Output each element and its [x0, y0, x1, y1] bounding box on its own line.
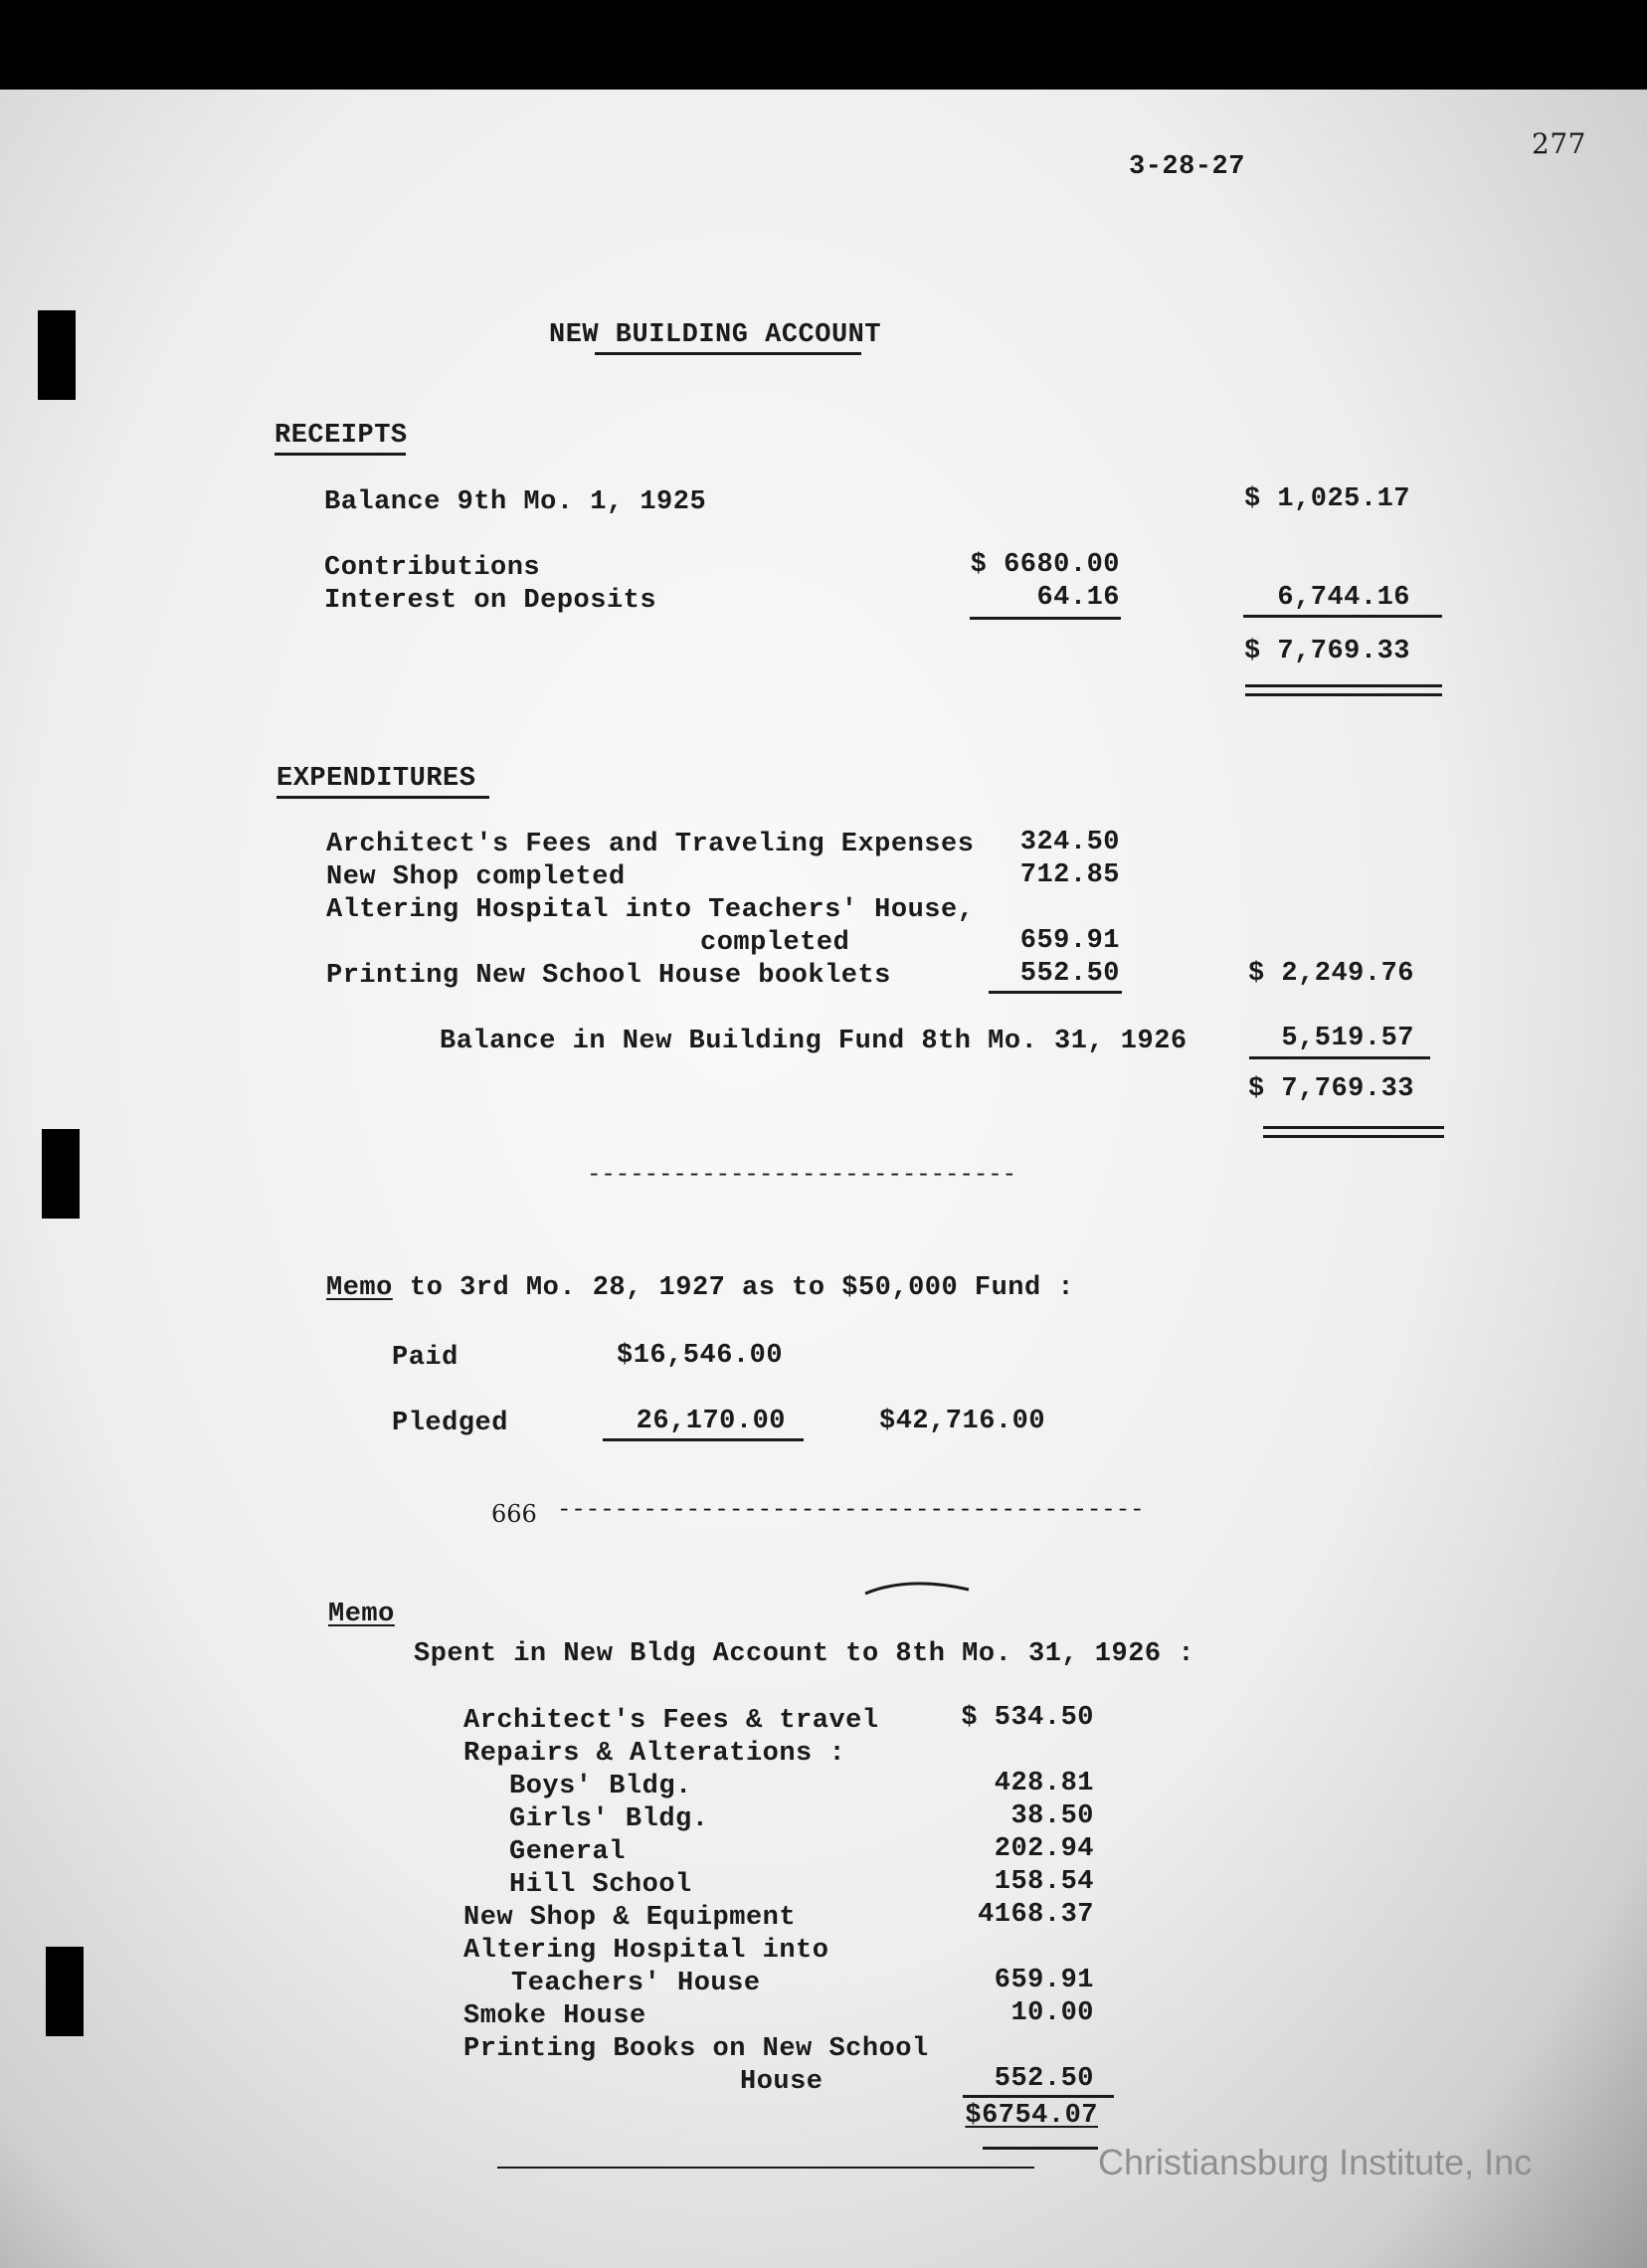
- title-underline: [595, 352, 861, 355]
- memo-item-label: Altering Hospital into: [463, 1936, 829, 1966]
- memo-fund-label: Memo: [326, 1273, 393, 1303]
- expenditure-value: 552.50: [1019, 959, 1120, 989]
- expenditures-items-rule: [989, 991, 1122, 994]
- memo-fund-text: to 3rd Mo. 28, 1927 as to $50,000 Fund :: [410, 1273, 1075, 1303]
- expenditure-value: 659.91: [1019, 926, 1120, 956]
- expenditures-subtotal: $ 2,249.76: [1247, 959, 1414, 989]
- receipts-subtotal-rule: [1243, 615, 1442, 618]
- expenditure-value: 324.50: [1019, 828, 1120, 857]
- receipts-balance-value: $ 1,025.17: [1243, 484, 1410, 514]
- expenditures-total: $ 7,769.33: [1247, 1074, 1414, 1104]
- receipts-interest-label: Interest on Deposits: [324, 586, 657, 616]
- expenditures-total-double-rule-2: [1263, 1135, 1444, 1138]
- receipts-interest-value: 64.16: [1036, 583, 1120, 613]
- memo-pledged-rule: [603, 1438, 804, 1441]
- memo-fund-total: $42,716.00: [879, 1407, 1046, 1436]
- document-date: 3-28-27: [1129, 152, 1245, 182]
- receipts-total-double-rule-2: [1245, 693, 1442, 696]
- memo-item-value: 659.91: [994, 1966, 1094, 1995]
- memo-item-value: 552.50: [994, 2064, 1094, 2094]
- memo-paid-value: $16,546.00: [617, 1341, 784, 1371]
- fund-balance-rule: [1249, 1056, 1430, 1059]
- expenditure-label: Architect's Fees and Traveling Expenses: [326, 830, 975, 859]
- expenditures-total-double-rule-1: [1263, 1126, 1444, 1129]
- memo-spent-label: Memo: [328, 1600, 395, 1629]
- expenditure-label: Altering Hospital into Teachers' House,: [326, 895, 975, 925]
- receipts-subtotal: 6,744.16: [1277, 583, 1410, 613]
- memo-pledged-value: 26,170.00: [636, 1407, 786, 1436]
- memo-item-label: Printing Books on New School: [463, 2034, 929, 2064]
- fund-balance-label: Balance in New Building Fund 8th Mo. 31, 1926: [440, 1027, 1188, 1056]
- memo-item-label: Repairs & Alterations :: [463, 1739, 846, 1769]
- receipts-contributions-value: $ 6680.00: [970, 550, 1120, 580]
- memo-item-label: Boys' Bldg.: [509, 1772, 692, 1801]
- memo-item-value: 10.00: [1010, 1998, 1094, 2028]
- receipts-contributions-label: Contributions: [324, 553, 541, 583]
- bottom-rule: [497, 2167, 1034, 2169]
- page-number: 277: [1532, 127, 1586, 160]
- punch-mark-middle: [42, 1129, 80, 1219]
- memo-total-double-rule: [983, 2147, 1098, 2150]
- memo-item-label: Smoke House: [463, 2001, 646, 2031]
- memo-item-label: Teachers' House: [511, 1969, 761, 1998]
- fund-balance-value: 5,519.57: [1281, 1024, 1414, 1053]
- receipts-total: $ 7,769.33: [1243, 637, 1410, 666]
- expenditure-label: completed: [700, 928, 850, 958]
- memo-item-value: 428.81: [994, 1769, 1094, 1798]
- memo-item-label: Architect's Fees & travel: [463, 1706, 879, 1736]
- expenditure-value: 712.85: [1019, 860, 1120, 890]
- memo-spent-intro: Spent in New Bldg Account to 8th Mo. 31, 1926 :: [414, 1639, 1195, 1669]
- expenditures-heading-underline: [276, 796, 489, 799]
- memo-item-value: 38.50: [1010, 1801, 1094, 1831]
- memo-item-label: Girls' Bldg.: [509, 1804, 709, 1834]
- section-separator: ------------------------------: [587, 1162, 1017, 1189]
- expenditure-label: Printing New School House booklets: [326, 961, 891, 991]
- receipts-total-double-rule-1: [1245, 684, 1442, 687]
- memo-spent-total: $6754.07: [965, 2101, 1098, 2131]
- punch-mark-bottom: [46, 1947, 84, 2036]
- receipts-heading: RECEIPTS: [274, 421, 408, 451]
- pen-stroke: [863, 1572, 973, 1602]
- page-title: NEW BUILDING ACCOUNT: [549, 320, 882, 350]
- memo-items-rule: [963, 2095, 1114, 2098]
- punch-mark-top: [38, 310, 76, 400]
- receipts-heading-underline: [274, 453, 406, 456]
- memo-item-label: Hill School: [509, 1870, 692, 1900]
- memo-item-label: General: [509, 1837, 626, 1867]
- watermark: Christiansburg Institute, Inc: [1098, 2142, 1533, 2182]
- memo-item-value: $ 534.50: [961, 1703, 1094, 1733]
- expenditures-heading: EXPENDITURES: [276, 764, 476, 794]
- receipts-items-rule: [970, 617, 1121, 620]
- separator-note: 666: [491, 1500, 537, 1528]
- memo-item-value: 202.94: [994, 1834, 1094, 1864]
- section-separator: -----------------------------------------: [557, 1497, 1145, 1524]
- memo-paid-label: Paid: [392, 1343, 458, 1373]
- expenditure-label: New Shop completed: [326, 862, 626, 892]
- memo-item-value: 158.54: [994, 1867, 1094, 1897]
- memo-item-label: New Shop & Equipment: [463, 1903, 797, 1933]
- memo-pledged-label: Pledged: [392, 1409, 508, 1438]
- memo-item-value: 4168.37: [978, 1900, 1094, 1930]
- memo-item-label: House: [740, 2067, 824, 2097]
- receipts-balance-label: Balance 9th Mo. 1, 1925: [324, 487, 707, 517]
